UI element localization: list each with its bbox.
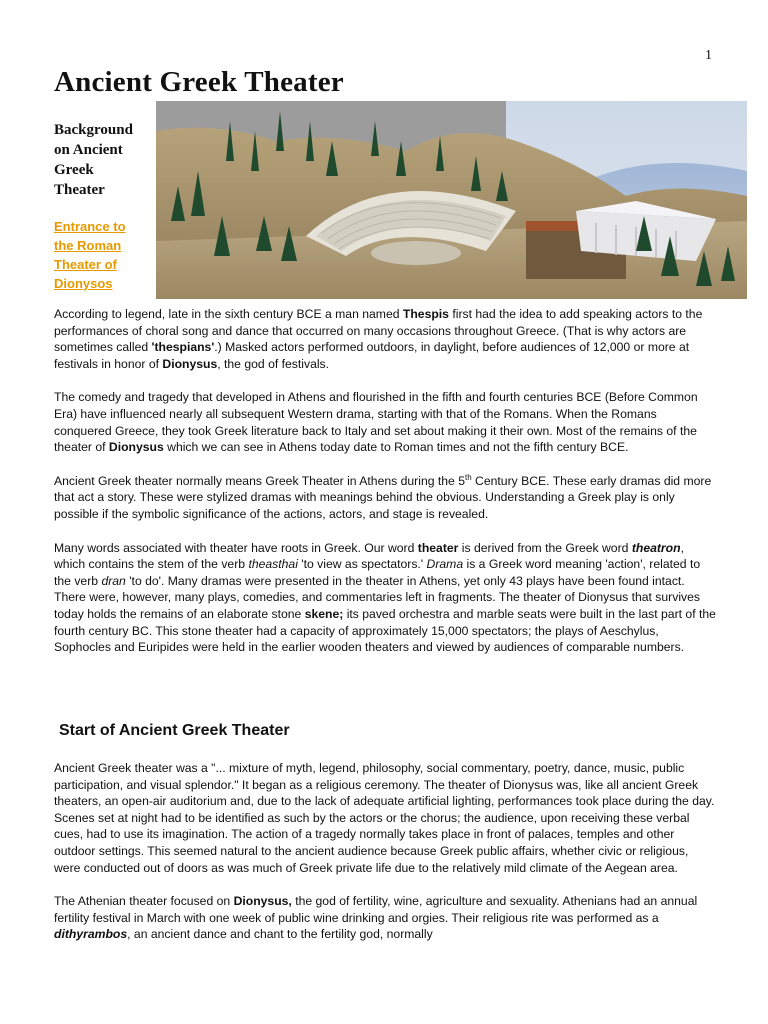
text-run-bold: 'thespians': [151, 340, 215, 355]
link-line: the Roman: [54, 238, 122, 253]
text-run: According to legend, late in the sixth century BCE a man named: [54, 307, 403, 321]
paragraph: [54, 306, 716, 372]
text-run-italic: theasthai: [248, 557, 298, 572]
article-body-continued: [54, 760, 716, 960]
paragraph: [54, 540, 716, 656]
text-run-bold-italic: dithyrambos: [54, 927, 128, 942]
text-run: The Athenian theater focused on: [54, 894, 234, 909]
paragraph: [54, 473, 716, 523]
text-run: the god of fertility, wine, agriculture and sexuality. Athenians had an annual fertility festival in March with one week of public wine drinking and orgies. Their religious rite was performed as a: [54, 894, 698, 925]
paragraph: [54, 389, 716, 455]
text-run: Ancient Greek theater was a "... mixture of myth, legend, philosophy, social commentary, poetry, dance, music, public participation, and visual splendor." It began as a religious ceremony. The theater of Dionysus was, like all ancient Greek theaters, an open-air auditorium and, due to the lack of adequate artificial lighting, performances took place during the day. Scenes set at night had to be identified as such by the actors or the chorus; the audience, upon receiving these verbal cues, had to use its imagination. The action of a tragedy normally takes place in front of palaces, temples and other outdoor settings. This seemed natural to the ancient audience because Greek public affairs, whether civic or religious, were conducted out of doors as was much of Greek private life due to the relatively mild climate of the Aegean area.: [54, 761, 715, 875]
text-run: , an ancient dance and chant to the fertility god, normally: [127, 927, 433, 942]
text-run-bold: skene;: [304, 606, 344, 621]
theater-illustration: [156, 101, 747, 299]
superscript: th: [465, 472, 472, 482]
text-run-bold: Dionysus: [162, 356, 218, 371]
sidebar-heading: [54, 120, 154, 200]
sidebar-heading-line: Greek: [54, 162, 94, 178]
text-run: , the god of festivals.: [217, 356, 330, 371]
entrance-roman-theater-link[interactable]: [54, 217, 154, 293]
text-run-bold-italic: theatron: [631, 540, 681, 555]
page-number: 1: [705, 48, 712, 63]
text-run-bold: Dionysus,: [233, 894, 292, 909]
link-line: Theater of: [54, 257, 117, 272]
sidebar: [54, 120, 154, 293]
link-line: Dionysos: [54, 276, 113, 291]
paragraph: [54, 893, 716, 943]
theater-rendering-image: [156, 101, 747, 299]
page-title: Ancient Greek Theater: [54, 66, 344, 98]
text-run: Ancient Greek theater normally means Greek Theater in Athens during the 5: [54, 473, 465, 488]
text-run: its paved orchestra and marble seats were built in the last part of the fourth century BC. This stone theater had a capacity of approximately 15,000 spectators; the plays of Aeschylus, Sophocles and Euripides were held in the earlier wooden theaters and viewed by audiences of comparable numbers.: [54, 606, 716, 655]
text-run-bold: theater: [417, 540, 459, 555]
text-run: which we can see in Athens today date to Roman times and not the fifth century BCE.: [163, 440, 629, 455]
article-body: [54, 306, 716, 673]
sidebar-heading-line: Theater: [54, 182, 105, 198]
text-run: Many words associated with theater have roots in Greek. Our word: [54, 540, 418, 555]
text-run-italic: Drama: [426, 557, 464, 572]
sidebar-heading-line: on Ancient: [54, 142, 123, 158]
paragraph: [54, 760, 716, 876]
text-run: .) Masked actors performed outdoors, in daylight, before audiences of 12,000 or more at festivals in honor of: [54, 340, 690, 371]
text-run-italic: dran: [101, 573, 126, 588]
text-run: is a Greek word meaning 'action', related to the verb: [54, 557, 701, 588]
text-run: , which contains the stem of the verb: [54, 540, 684, 572]
text-run: The comedy and tragedy that developed in Athens and flourished in the fifth and fourth centuries BCE (Before Common Era) have influenced nearly all subsequent Western drama, starting with that of the Romans. When the Romans conquered Greece, they took Greek literature back to Italy and set about making it their own. Most of the remains of the theater of: [54, 390, 698, 455]
text-run: first had the idea to add speaking actors to the performances of choral song and dance that occurred on many occasions throughout Greece. (That is why actors are sometimes called: [54, 307, 703, 355]
text-run: is derived from the Greek word: [458, 540, 632, 555]
sidebar-heading-line: Background: [54, 122, 133, 138]
text-run: 'to do'. Many dramas were presented in the theater in Athens, yet only 43 plays have been found intact. There were, however, many plays, comedies, and commentaries left in fragments. The theater of Dionysus that survives today holds the remains of an elaborate stone: [54, 573, 701, 621]
text-run: Century BCE. These early dramas did more that act a story. These were stylized dramas with meanings behind the obvious. Understanding a Greek play is only possible if the symbolic significance of the actions, actors, and stage is revealed.: [54, 473, 712, 521]
link-line: Entrance to: [54, 219, 126, 234]
section-heading: Start of Ancient Greek Theater: [59, 722, 290, 739]
text-run-bold: Thespis: [402, 307, 449, 321]
text-run: 'to view as spectators.': [297, 557, 427, 572]
text-run-bold: Dionysus: [108, 440, 164, 455]
